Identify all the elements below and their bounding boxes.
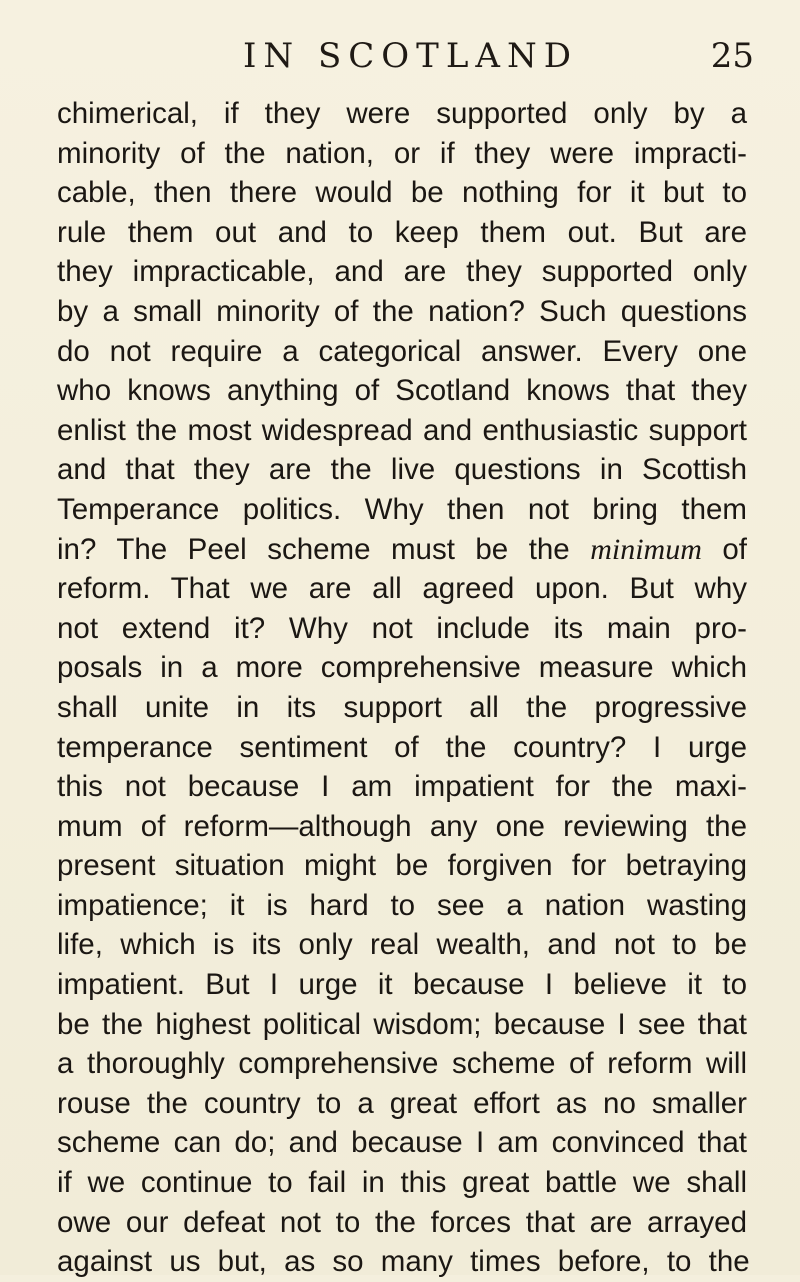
text-line-26: rouse the country to a great effort as no smaller [57, 1086, 747, 1120]
text-line-15: posals in a more comprehensive measure which [57, 651, 747, 685]
page-number: 25 [710, 36, 754, 76]
body-text [57, 94, 750, 1282]
text-line-20: present situation might be forgiven for betraying [57, 849, 747, 883]
running-head [0, 34, 800, 84]
text-line-27: scheme can do; and because I am convinced that [57, 1126, 747, 1160]
text-line-8: who knows anything of Scotland knows that they [57, 374, 747, 408]
text-line-1: chimerical, if they were supported only by a [57, 97, 747, 130]
text-line-23: impatient. But I urge it because I believe it to [57, 968, 747, 1002]
text-line-2: minority of the nation, or if they were impracti- [57, 136, 747, 170]
text-line-28: if we continue to fail in this great battle we shall [57, 1166, 747, 1200]
text-line-10: and that they are the live questions in Scottish [57, 453, 747, 487]
text-line-21: impatience; it is hard to see a nation wasting [57, 888, 747, 922]
text-line-5: they impracticable, and are they supported only [57, 255, 747, 289]
text-line-6: by a small minority of the nation? Such questions [57, 294, 747, 328]
running-title: IN SCOTLAND [243, 36, 578, 76]
text-line-3: cable, then there would be nothing for it but to [57, 176, 747, 210]
text-line-11: Temperance politics. Why then not bring them [57, 492, 747, 526]
text-line-29: owe our defeat not to the forces that are arrayed [57, 1205, 747, 1239]
text-line-24: be the highest political wisdom; because I see that [57, 1007, 747, 1041]
text-line-12-start: in? The Peel scheme must be the [57, 532, 570, 566]
text-line-9: enlist the most widespread and enthusiastic support [57, 413, 747, 447]
text-line-18: this not because I am impatient for the maxi- [57, 770, 747, 804]
text-line-30: against us but, as so many times before, to the [57, 1245, 750, 1279]
text-line-4: rule them out and to keep them out. But are [57, 215, 747, 249]
text-line-22: life, which is its only real wealth, and not to be [57, 928, 747, 962]
italic-word-minimum: minimum [590, 532, 702, 566]
text-line-25: a thoroughly comprehensive scheme of reform will [57, 1047, 747, 1081]
text-line-12 [57, 530, 747, 570]
text-line-16: shall unite in its support all the progressive [57, 690, 747, 724]
text-line-17: temperance sentiment of the country? I urge [57, 730, 747, 764]
text-line-12-end: of [722, 532, 747, 566]
text-line-14: not extend it? Why not include its main pro- [57, 611, 747, 645]
text-line-13: reform. That we are all agreed upon. But why [57, 572, 747, 606]
text-line-19: mum of reform—although any one reviewing the [57, 809, 747, 843]
text-line-7: do not require a categorical answer. Every one [57, 334, 747, 368]
